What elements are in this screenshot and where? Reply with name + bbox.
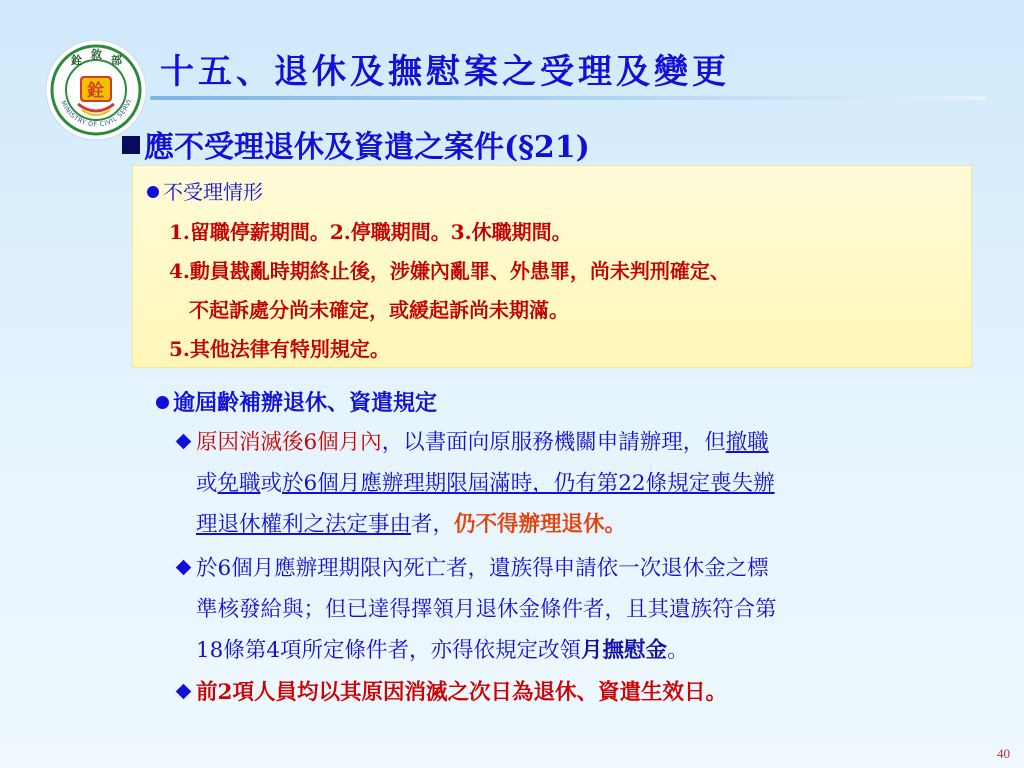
p2-line3-a: 18條第4項所定條件者，亦得依規定改領	[196, 638, 582, 663]
diamond-bullet-icon	[176, 434, 192, 450]
slide-title: 十五、退休及撫慰案之受理及變更	[160, 52, 730, 92]
p1-u3: 於6個月應辦理期限屆滿時，仍有第22條規定喪失辦	[282, 471, 775, 496]
p1-u1: 撤職	[725, 430, 769, 455]
p1-text1: ，以書面向原服務機關申請辦理，但	[381, 430, 726, 455]
p1-line2-indent	[174, 471, 196, 496]
paragraph-1	[174, 422, 964, 545]
p1-u2: 免職	[217, 471, 261, 496]
p1-red-lead: 原因消滅後6個月內	[196, 430, 382, 455]
diamond-bullet-icon	[176, 560, 192, 576]
subheading-text: 應不受理退休及資遣之案件(§21)	[144, 130, 590, 165]
p2-line3-bold: 月撫慰金	[581, 638, 668, 663]
p1-line3-orange: 仍不得辦理退休。	[454, 512, 627, 537]
title-divider	[150, 96, 986, 100]
paragraph-3	[174, 672, 964, 713]
paragraph-2	[174, 548, 964, 671]
p1-line2-b: 或	[260, 471, 283, 496]
p3-text: 前2項人員均以其原因消滅之次日為退休、資遣生效日。	[196, 680, 727, 705]
non-acceptance-box	[132, 165, 972, 368]
diamond-bullet-icon	[176, 684, 192, 700]
box-item-2: 4.動員戡亂時期終止後，涉嫌內亂罪、外患罪，尚未判刑確定、	[169, 259, 730, 283]
p2-line2: 準核發給與；但已達得擇領月退休金條件者，且其遺族符合第	[196, 597, 777, 622]
p2-line1: 於6個月應辦理期限內死亡者，遺族得申請依一次退休金之標	[196, 556, 769, 581]
svg-text:MINISTRY OF CIVIL SERVICE: MINISTRY OF CIVIL SERVI	[59, 98, 134, 129]
dot-bullet-icon	[156, 396, 169, 409]
section-heading	[156, 386, 437, 417]
page-number: 40	[997, 746, 1010, 761]
p1-line2-a: 或	[196, 471, 218, 496]
subheading	[122, 122, 590, 166]
square-bullet-icon	[122, 136, 140, 154]
box-item-1: 1.留職停薪期間。2.停職期間。3.休職期間。	[169, 220, 572, 244]
svg-text:銓: 銓	[71, 54, 82, 67]
p1-line3-a: 者，	[411, 512, 455, 537]
svg-text:敘: 敘	[91, 48, 102, 61]
box-heading	[147, 176, 263, 205]
svg-text:部: 部	[111, 54, 122, 67]
section-heading-text: 逾屆齡補辦退休、資遣規定	[173, 390, 438, 416]
p2-line3-b: 。	[667, 638, 689, 663]
box-item-4: 5.其他法律有特別規定。	[169, 337, 390, 361]
p1-line3-u: 理退休權利之法定事由	[196, 512, 412, 537]
box-heading-text: 不受理情形	[163, 180, 263, 204]
box-item-3: 不起訴處分尚未確定，或緩起訴尚未期滿。	[189, 298, 569, 322]
svg-text:銓: 銓	[87, 81, 104, 101]
dot-bullet-icon	[147, 186, 159, 198]
